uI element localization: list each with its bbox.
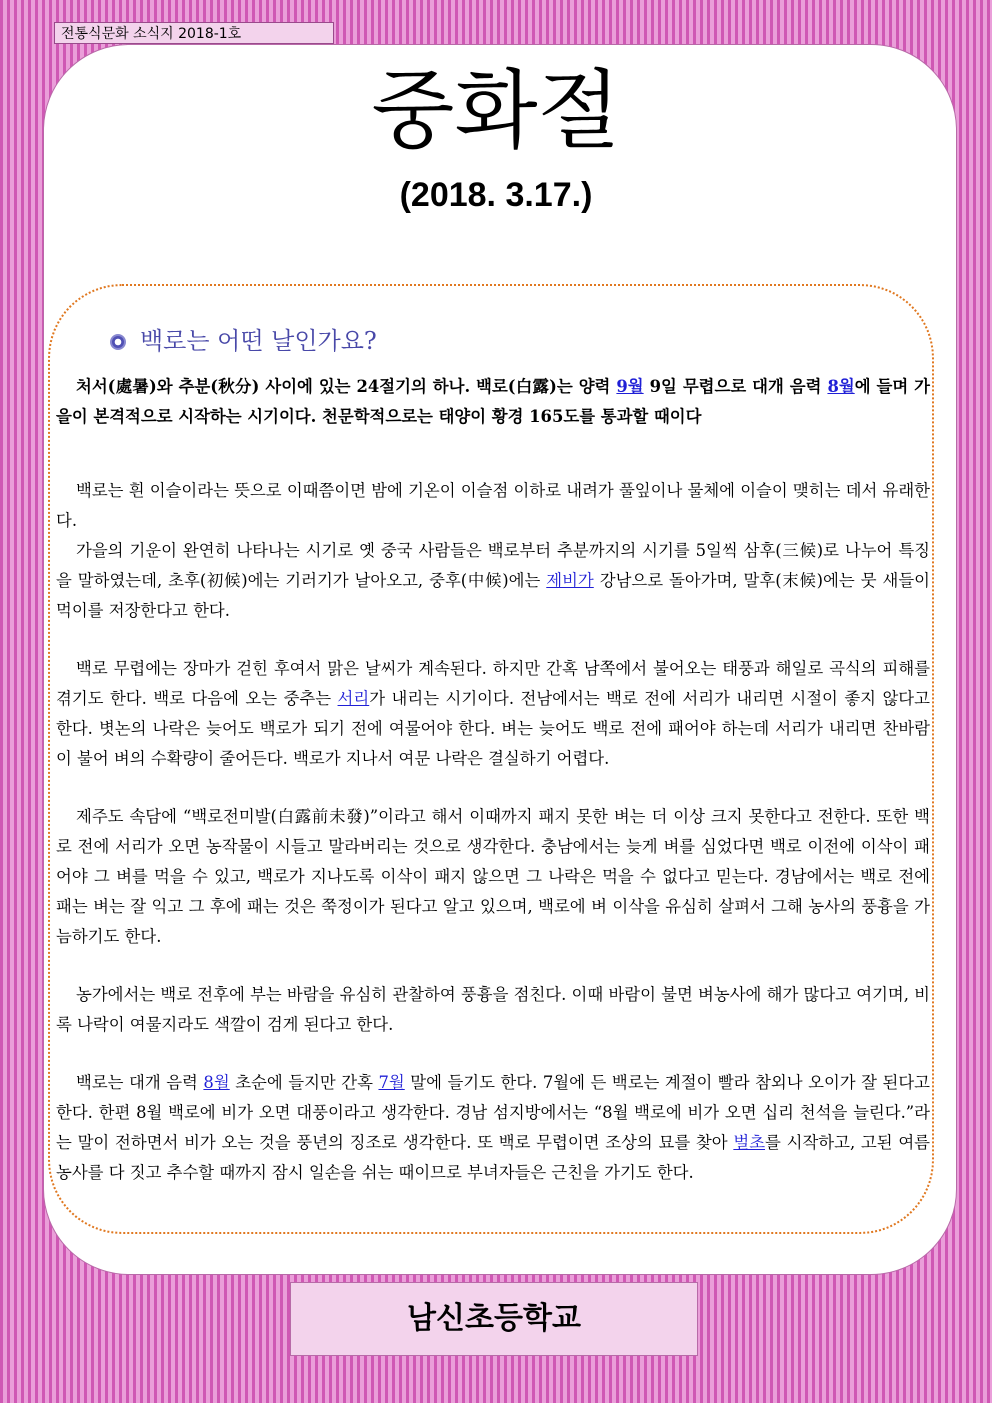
paragraph-4: 제주도 속담에 “백로전미발(白露前未發)”이라고 해서 이때까지 패지 못한 벼는 더 이상 크지 못한다고 전한다. 또한 백로 전에 서리가 오면 농작물이 시들고 말라버리는 것으로 생각한다. 충남에서는 늦게 벼를 심었다면 백로 이전에 이삭이 패어야 그 벼를 먹을 수 있고, 백로가 지나도록 이삭이 패지 않으면 그 나락은 먹을 수 없다고 믿는다. 경남에서는 백로 전에 패는 벼는 잘 익고 그 후에 패는 것은 쭉정이가 된다고 알고 있으며, 백로에 벼 이삭을 유심히 살펴서 그해 농사의 풍흉을 가늠하기도 한다. <box>56 807 930 946</box>
event-date: (2018. 3.17.) <box>399 176 593 214</box>
text-run: 가을의 기운이 완연히 나타나는 시기로 옛 중국 사람들은 백로부터 추분까지의 시기를 5일씩 삼후(三候)로 나누어 특징을 말하였는데, 초후(初候)에는 기러기가 날아오고, 중후(中候)에는 <box>56 541 930 590</box>
text-run: 강남으로 돌아가며, 말후(末候)에는 뭇 새들이 먹이를 저장한다고 한다. <box>56 571 930 620</box>
section-heading <box>110 326 377 356</box>
text-run: 처서(處暑)와 추분(秋分) 사이에 있는 24절기의 하나. 백로(白露)는 양력 <box>76 377 617 396</box>
page-title: 중화절 <box>371 61 621 161</box>
text-run: 백로는 대개 음력 <box>76 1073 204 1092</box>
paragraph-5: 농가에서는 백로 전후에 부는 바람을 유심히 관찰하여 풍흉을 점친다. 이때 바람이 불면 벼농사에 해가 많다고 여기며, 비록 나락이 여물지라도 색깔이 검게 된다고 한다. <box>56 985 930 1034</box>
text-run: 초순에 들지만 간혹 <box>229 1073 379 1092</box>
text-run: 에 들며 가을이 본격적으로 시작하는 시기이다. 천문학적으로는 태양이 황경 165도를 통과할 때이다 <box>56 377 930 426</box>
link-swallow[interactable]: 제비가 <box>546 571 594 590</box>
paragraph-2 <box>56 536 930 626</box>
paragraph-1: 백로는 흰 이슬이라는 뜻으로 이때쯤이면 밤에 기온이 이슬점 이하로 내려가 풀잎이나 물체에 이슬이 맺히는 데서 유래한다. <box>56 481 930 530</box>
link-beolcho[interactable]: 벌초 <box>733 1133 766 1152</box>
school-name-box: 남신초등학교 <box>290 1282 698 1356</box>
flower-bullet-icon <box>110 334 126 350</box>
article-body <box>56 372 930 1188</box>
link-july[interactable]: 7월 <box>378 1073 405 1092</box>
text-run: 백로 무렵에는 장마가 걷힌 후여서 맑은 날씨가 계속된다. 하지만 간혹 남쪽에서 불어오는 태풍과 해일로 곡식의 피해를 겪기도 한다. 백로 다음에 오는 중추는 <box>56 659 930 708</box>
newsletter-issue-label: 전통식문화 소식지 2018-1호 <box>54 22 334 44</box>
text-run: 말에 들기도 한다. 7월에 든 백로는 계절이 빨라 참외나 오이가 잘 된다고 한다. 한편 8월 백로에 비가 오면 대풍이라고 생각한다. 경남 섬지방에서는 “8월 백로에 비가 오면 십리 천석을 늘린다.”라는 말이 전하면서 비가 오는 것을 풍년의 징조로 생각한다. 또 백로 무렵이면 조상의 묘를 찾아 <box>56 1073 931 1152</box>
text-run: 를 시작하고, 고된 여름농사를 다 짓고 추수할 때까지 잠시 일손을 쉬는 때이므로 부녀자들은 근친을 가기도 한다. <box>56 1133 931 1182</box>
text-run: 9일 무렵으로 대개 음력 <box>643 377 828 396</box>
link-aug-2[interactable]: 8월 <box>203 1073 230 1092</box>
paragraph-3 <box>56 654 930 774</box>
paragraph-6 <box>56 1068 930 1188</box>
text-run: 가 내리는 시기이다. 전남에서는 백로 전에 서리가 내리면 시절이 좋지 않다고 한다. 볏논의 나락은 늦어도 백로가 되기 전에 여물어야 한다. 벼는 늦어도 백로 전에 패어야 하는데 서리가 내리면 찬바람이 불어 벼의 수확량이 줄어든다. 백로가 지나서 여문 나락은 결실하기 어렵다. <box>56 689 930 768</box>
intro-paragraph <box>56 372 930 432</box>
section-heading-text: 백로는 어떤 날인가요? <box>140 327 377 355</box>
link-aug[interactable]: 8월 <box>827 377 855 396</box>
link-frost[interactable]: 서리 <box>337 689 370 708</box>
link-sept[interactable]: 9월 <box>616 377 644 396</box>
